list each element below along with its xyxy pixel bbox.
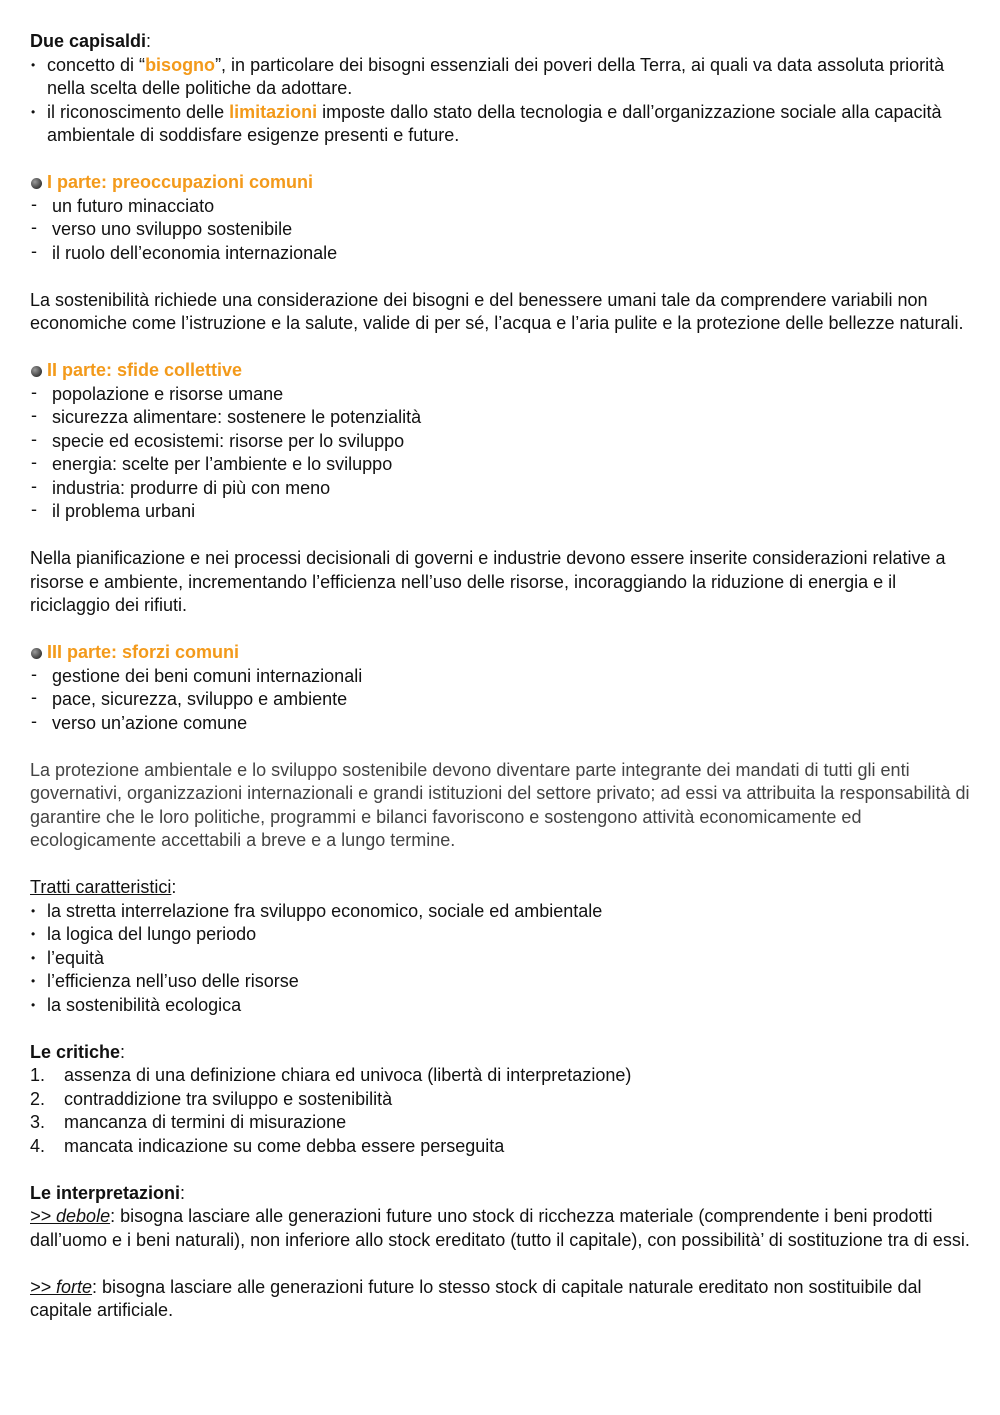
keyword-limitazioni: limitazioni <box>229 101 318 122</box>
parte3-paragraph: La protezione ambientale e lo sviluppo sostenibile devono diventare parte integrante dei mandati di tutti gli enti governativi, organizzazioni internazionali e grandi istituzioni del settore privato; ad essi va attribuita la responsabilità di garantire che le loro politiche, programmi e bilanci favoriscono e sostengono attività economicamente ed ecologicamente accettabili a breve e a lungo termine. <box>30 759 970 850</box>
parte2-heading: II parte: sfide collettive <box>30 359 980 383</box>
parte1-heading: I parte: preoccupazioni comuni <box>30 171 980 195</box>
tratti-item: • la sostenibilità ecologica <box>30 994 980 1018</box>
document-page <box>30 30 980 1323</box>
parte2-item: - il problema urbani <box>30 500 980 524</box>
capisaldi-item-bisogno: • concetto di “bisogno”, in particolare dei bisogni essenziali dei poveri della Terra, ai quali va data assoluta priorità nella scelta delle politiche da adottare. <box>30 54 980 101</box>
tratti-item: • l’equità <box>30 947 980 971</box>
keyword-bisogno: bisogno <box>145 54 216 75</box>
parte2-item: - specie ed ecosistemi: risorse per lo sviluppo <box>30 430 980 454</box>
interpretazione-debole: >> debole: bisogna lasciare alle generazioni future uno stock di ricchezza materiale (comprendente i beni prodotti dall’uomo e i beni naturali), non inferiore allo stock ereditato (tutto il capitale), con possibilità’ di sostituzione tra di essi. <box>30 1206 970 1250</box>
critiche-item: 3. mancanza di termini di misurazione <box>30 1112 347 1132</box>
parte1-item: - un futuro minacciato <box>30 195 980 219</box>
capisaldi-item-limitazioni: • il riconoscimento delle limitazioni imposte dallo stato della tecnologia e dall’organizzazione sociale alla capacità ambientale di soddisfare esigenze presenti e future. <box>30 101 980 148</box>
parte3-heading: III parte: sforzi comuni <box>30 641 980 665</box>
parte1-item: - il ruolo dell’economia internazionale <box>30 242 980 266</box>
parte2-item: - industria: produrre di più con meno <box>30 477 980 501</box>
parte2-item: - energia: scelte per l’ambiente e lo sviluppo <box>30 453 980 477</box>
capisaldi-heading: Due capisaldi: <box>30 31 152 51</box>
parte2-item: - sicurezza alimentare: sostenere le potenzialità <box>30 406 980 430</box>
parte3-item: - verso un’azione comune <box>30 712 980 736</box>
bullet-dot-icon <box>31 648 42 659</box>
parte2-item: - popolazione e risorse umane <box>30 383 980 407</box>
parte1-item: - verso uno sviluppo sostenibile <box>30 218 980 242</box>
critiche-heading: Le critiche: <box>30 1041 126 1062</box>
tratti-item: • la logica del lungo periodo <box>30 923 980 947</box>
tratti-heading: Tratti caratteristici: <box>30 877 177 897</box>
interpretazione-forte: >> forte: bisogna lasciare alle generazioni future lo stesso stock di capitale naturale ereditato non sostituibile dal capitale artificiale. <box>30 1276 922 1320</box>
parte2-paragraph: Nella pianificazione e nei processi decisionali di governi e industrie devono essere inserite considerazioni relative a risorse e ambiente, incrementando l’efficienza nell’uso delle risorse, incoraggiando la riduzione di energia e il riciclaggio dei rifiuti. <box>30 548 946 615</box>
bullet-dot-icon <box>31 178 42 189</box>
bullet-dot-icon <box>31 366 42 377</box>
parte3-item: - pace, sicurezza, sviluppo e ambiente <box>30 688 980 712</box>
parte1-paragraph: La sostenibilità richiede una considerazione dei bisogni e del benessere umani tale da comprendere variabili non economiche come l’istruzione e la salute, valide di per sé, l’acqua e l’aria pulite e la protezione delle bellezze naturali. <box>30 289 964 333</box>
critiche-item: 4. mancata indicazione su come debba essere perseguita <box>30 1135 505 1156</box>
critiche-item: 2. contraddizione tra sviluppo e sostenibilità <box>30 1088 393 1109</box>
tratti-item: • l’efficienza nell’uso delle risorse <box>30 970 980 994</box>
parte3-item: - gestione dei beni comuni internazionali <box>30 665 980 689</box>
interpretazioni-heading: Le interpretazioni: <box>30 1182 186 1203</box>
critiche-item: 1. assenza di una definizione chiara ed univoca (libertà di interpretazione) <box>30 1065 632 1085</box>
tratti-item: • la stretta interrelazione fra sviluppo economico, sociale ed ambientale <box>30 900 980 924</box>
